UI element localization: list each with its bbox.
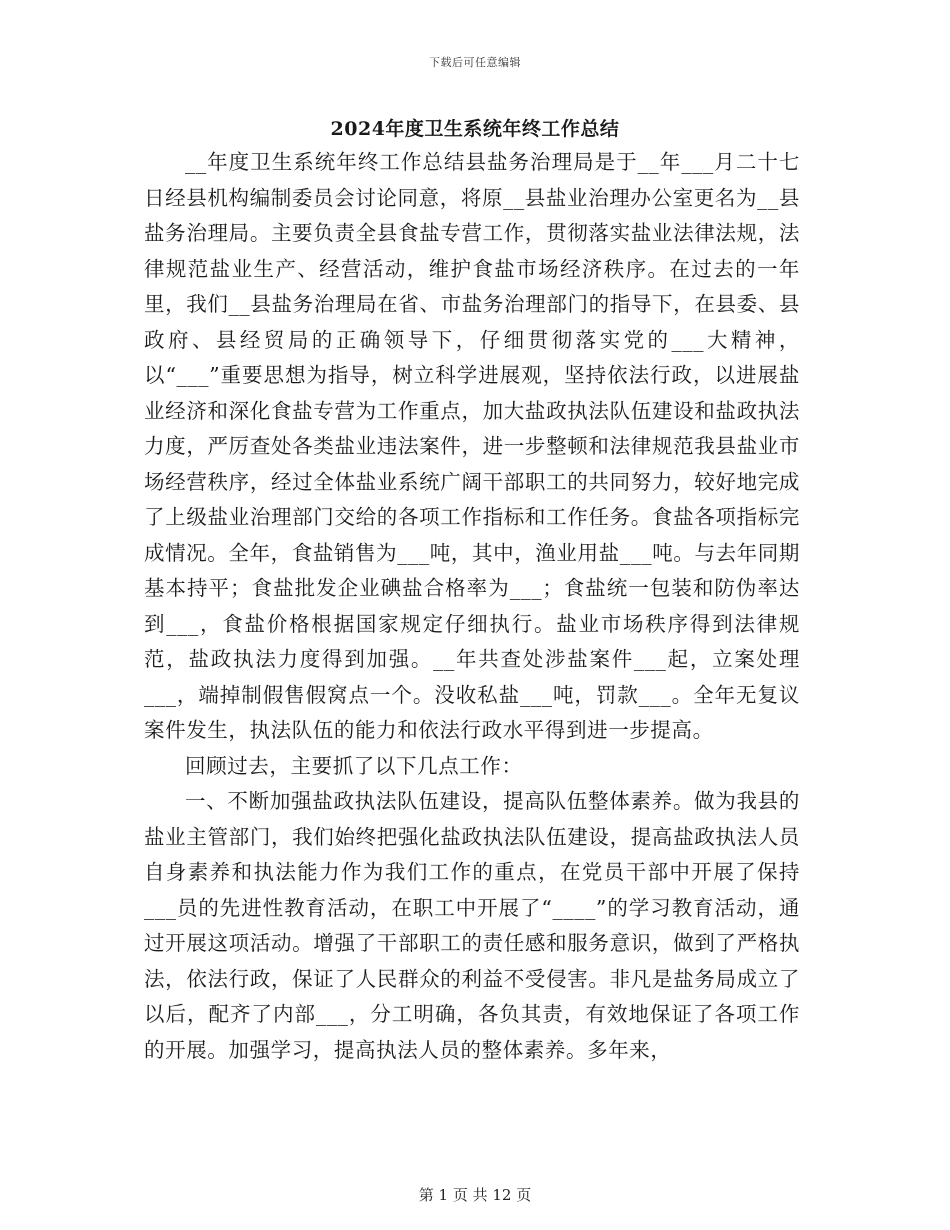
page-number: 第 1 页 共 12 页 — [418, 1186, 532, 1204]
paragraph: __年度卫生系统年终工作总结县盐务治理局是于__年___月二十七日经县机构编制委员会讨论同意，将原__县盐业治理办公室更名为__县盐务治理局。主要负责全县食盐专营工作，贯彻落实盐业法律法规，法律规范盐业生产、经营活动，维护食盐市场经济秩序。在过去的一年里，我们__县盐务治理局在省、市盐务治理部门的指导下，在县委、县政府、县经贸局的正确领导下，仔细贯彻落实党的___大精神，以“___”重要思想为指导，树立科学进展观，坚持依法行政，以进展盐业经济和深化食盐专营为工作重点，加大盐政执法队伍建设和盐政执法力度，严厉查处各类盐业违法案件，进一步整顿和法律规范我县盐业市场经营秩序，经过全体盐业系统广阔干部职工的共同努力，较好地完成了上级盐业治理部门交给的各项工作指标和工作任务。食盐各项指标完成情况。全年，食盐销售为___吨，其中，渔业用盐___吨。与去年同期基本持平；食盐批发企业碘盐合格率为___；食盐统一包装和防伪率达到___，食盐价格根据国家规定仔细执行。盐业市场秩序得到法律规范，盐政执法力度得到加强。__年共查处涉盐案件___起，立案处理___，端掉制假售假窝点一个。没收私盐___吨，罚款___。全年无复议案件发生，执法队伍的能力和依法行政水平得到进一步提高。 — [144, 150, 800, 742]
paragraph: 回顾过去，主要抓了以下几点工作： — [185, 753, 523, 778]
header-note: 下载后可任意编辑 — [429, 56, 521, 69]
document-body — [144, 145, 800, 1068]
paragraph: 一、不断加强盐政执法队伍建设，提高队伍整体素养。做为我县的盐业主管部门，我们始终把强化盐政执法队伍建设，提高盐政执法人员自身素养和执法能力作为我们工作的重点，在党员干部中开展了保持___员的先进性教育活动，在职工中开展了“____”的学习教育活动，通过开展这项活动。增强了干部职工的责任感和服务意识，做到了严格执法，依法行政，保证了人民群众的利益不受侵害。非凡是盐务局成立了以后，配齐了内部___，分工明确，各负其责，有效地保证了各项工作的开展。加强学习，提高执法人员的整体素养。多年来， — [144, 789, 800, 1062]
document-title: 2024年度卫生系统年终工作总结 — [330, 118, 620, 140]
